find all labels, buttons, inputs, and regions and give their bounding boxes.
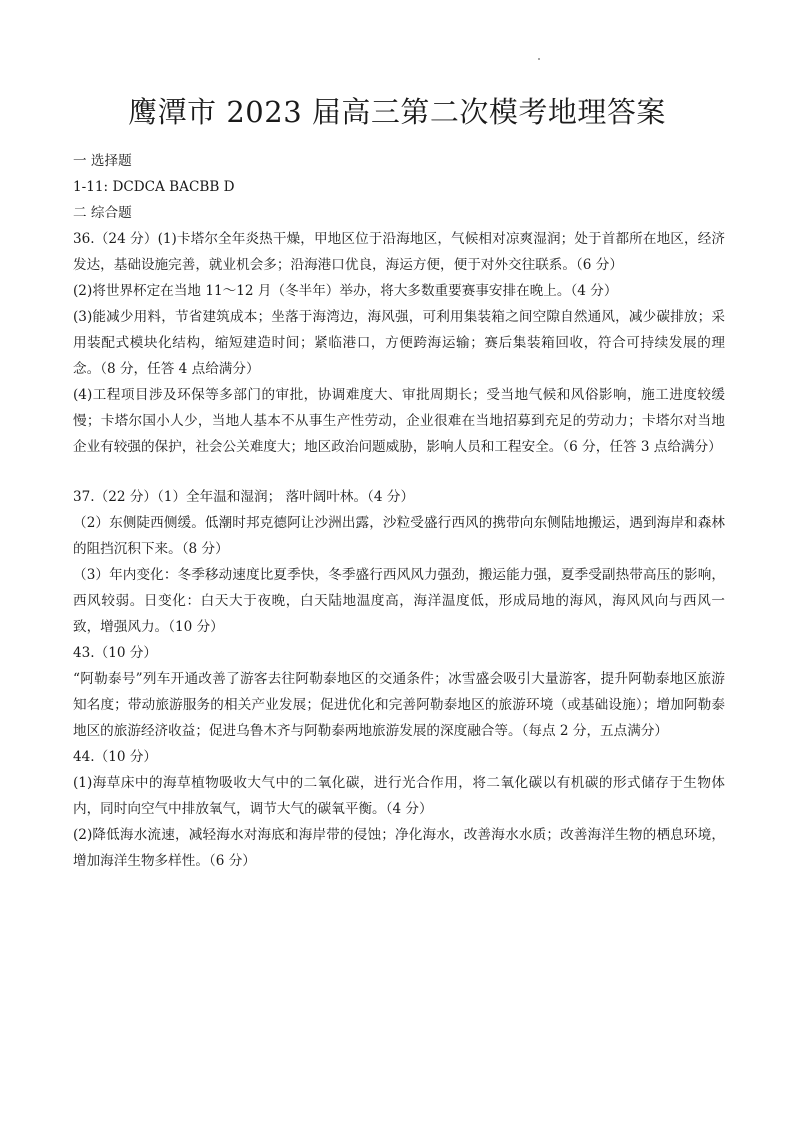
- document-title: 鹰潭市 2023 届高三第二次模考地理答案: [128, 95, 666, 129]
- q43-heading: 43.（10 分）: [73, 645, 158, 661]
- section-heading-comprehensive: 二 综合题: [73, 205, 132, 221]
- q36-part1: 36.（24 分）(1)卡塔尔全年炎热干燥，甲地区位于沿海地区，气候相对凉爽湿润；处于首都所在地区，经济发达，基础设施完善，就业机会多；沿海港口优良，海运方便，便于对外交往联系。（6 分）: [73, 231, 725, 273]
- q36-part4: (4)工程项目涉及环保等多部门的审批，协调难度大、审批周期长；受当地气候和风俗影响，施工进度较缓慢；卡塔尔国小人少，当地人基本不从事生产性劳动，企业很难在当地招募到充足的劳动力；卡塔尔对当地企业有较强的保护，社会公关难度大；地区政治问题威胁，影响人员和工程安全。（6 分，任答 3 点给满分）: [73, 387, 725, 455]
- q44-heading: 44.（10 分）: [73, 749, 158, 765]
- multiple-choice-answers: 1-11: DCDCA BACBB D: [73, 179, 235, 195]
- q36-part2: (2)将世界杯定在当地 11～12 月（冬半年）举办，将大多数重要赛事安排在晚上。（4 分）: [73, 283, 618, 299]
- scan-dot: [538, 58, 540, 60]
- q36-part3: (3)能减少用料，节省建筑成本；坐落于海湾边，海风强，可利用集装箱之间空隙自然通风，减少碳排放；采用装配式模块化结构，缩短建造时间；紧临港口，方便跨海运输；赛后集装箱回收，符合可持续发展的理念。（8 分，任答 4 点给满分）: [73, 309, 725, 377]
- q44-part2: (2)降低海水流速，减轻海水对海底和海岸带的侵蚀；净化海水，改善海水水质；改善海洋生物的栖息环境，增加海洋生物多样性。（6 分）: [73, 827, 725, 869]
- q37-part2: （2）东侧陡西侧缓。低潮时邦克德阿让沙洲出露，沙粒受盛行西风的携带向东侧陆地搬运，遇到海岸和森林的阻挡沉积下来。（8 分）: [73, 515, 725, 557]
- section-heading-multiple-choice: 一 选择题: [73, 153, 132, 169]
- q44-part1: (1)海草床中的海草植物吸收大气中的二氧化碳，进行光合作用，将二氧化碳以有机碳的形式储存于生物体内，同时向空气中排放氧气，调节大气的碳氧平衡。（4 分）: [73, 775, 725, 817]
- q37-part1: 37.（22 分）（1）全年温和湿润； 落叶阔叶林。（4 分）: [73, 489, 415, 505]
- spacer: [73, 460, 725, 484]
- q37-part3: （3）年内变化：冬季移动速度比夏季快，冬季盛行西风风力强劲，搬运能力强，夏季受副热带高压的影响，西风较弱。日变化：白天大于夜晚，白天陆地温度高，海洋温度低，形成局地的海风，海风风向与西风一致，增强风力。（10 分）: [73, 567, 725, 635]
- q43-answer: “阿勒泰号”列车开通改善了游客去往阿勒泰地区的交通条件；冰雪盛会吸引大量游客，提升阿勒泰地区旅游知名度；带动旅游服务的相关产业发展；促进优化和完善阿勒泰地区的旅游环境（或基础设施）；增加阿勒泰地区的旅游经济收益；促进乌鲁木齐与阿勒泰两地旅游发展的深度融合等。（每点 2 分，五点满分）: [73, 671, 725, 739]
- answer-content: [73, 148, 725, 874]
